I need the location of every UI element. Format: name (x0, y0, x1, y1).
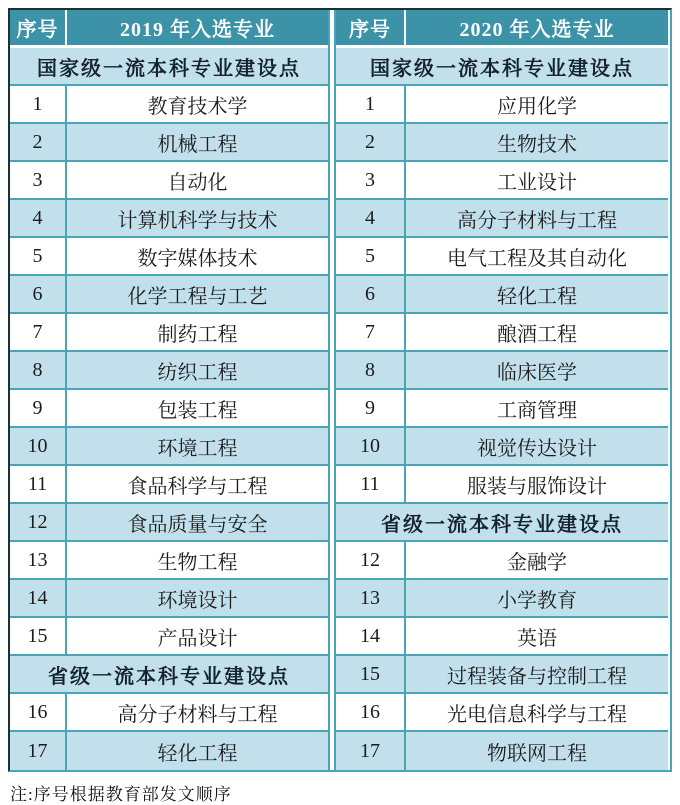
major-name: 电气工程及其自动化 (406, 238, 668, 276)
section-row (336, 504, 668, 542)
major-name: 生物技术 (406, 124, 668, 162)
table-row (10, 428, 328, 466)
row-number: 7 (336, 314, 406, 352)
header-row-2019 (10, 10, 328, 48)
table-row (336, 352, 668, 390)
major-name: 小学教育 (406, 580, 668, 618)
row-number: 4 (10, 200, 67, 238)
major-name: 食品科学与工程 (67, 466, 328, 504)
major-name: 物联网工程 (406, 732, 668, 770)
row-number: 6 (10, 276, 67, 314)
table-row (336, 162, 668, 200)
table-row (10, 162, 328, 200)
table-row (10, 86, 328, 124)
row-number: 16 (336, 694, 406, 732)
section-header: 省级一流本科专业建设点 (336, 504, 668, 542)
table-row (10, 314, 328, 352)
major-name: 生物工程 (67, 542, 328, 580)
column-header-number: 序号 (336, 10, 406, 48)
major-name: 工商管理 (406, 390, 668, 428)
table-row (10, 694, 328, 732)
table-row (336, 390, 668, 428)
table-row (10, 124, 328, 162)
row-number: 7 (10, 314, 67, 352)
table-row (336, 314, 668, 352)
row-number: 8 (336, 352, 406, 390)
row-number: 15 (336, 656, 406, 694)
table-row (336, 580, 668, 618)
row-number: 10 (336, 428, 406, 466)
row-number: 13 (336, 580, 406, 618)
row-number: 5 (336, 238, 406, 276)
major-name: 产品设计 (67, 618, 328, 656)
table-2019 (10, 10, 330, 770)
major-name: 高分子材料与工程 (67, 694, 328, 732)
table-row (336, 542, 668, 580)
major-name: 金融学 (406, 542, 668, 580)
row-number: 11 (336, 466, 406, 504)
row-number: 14 (10, 580, 67, 618)
major-name: 机械工程 (67, 124, 328, 162)
table-body-2020 (336, 48, 668, 770)
table-row (336, 428, 668, 466)
major-name: 化学工程与工艺 (67, 276, 328, 314)
major-name: 制药工程 (67, 314, 328, 352)
row-number: 4 (336, 200, 406, 238)
row-number: 10 (10, 428, 67, 466)
table-row (10, 732, 328, 770)
section-row (10, 48, 328, 86)
table-row (10, 276, 328, 314)
major-name: 轻化工程 (406, 276, 668, 314)
header-row-2020 (336, 10, 668, 48)
major-name: 临床医学 (406, 352, 668, 390)
section-header: 国家级一流本科专业建设点 (336, 48, 668, 86)
major-name: 教育技术学 (67, 86, 328, 124)
major-name: 工业设计 (406, 162, 668, 200)
table-row (336, 200, 668, 238)
row-number: 3 (336, 162, 406, 200)
table-body-2019 (10, 48, 328, 770)
table-row (336, 238, 668, 276)
major-name: 酿酒工程 (406, 314, 668, 352)
majors-table (8, 8, 672, 772)
major-name: 光电信息科学与工程 (406, 694, 668, 732)
column-header-year-2019: 2019 年入选专业 (67, 10, 328, 48)
row-number: 13 (10, 542, 67, 580)
column-header-year-2020: 2020 年入选专业 (406, 10, 668, 48)
section-header: 省级一流本科专业建设点 (10, 656, 328, 694)
major-name: 视觉传达设计 (406, 428, 668, 466)
major-name: 包装工程 (67, 390, 328, 428)
table-row (336, 86, 668, 124)
row-number: 17 (10, 732, 67, 770)
table-row (10, 504, 328, 542)
footnote: 注:序号根据教育部发文顺序 (10, 785, 232, 804)
table-row (10, 390, 328, 428)
major-name: 应用化学 (406, 86, 668, 124)
row-number: 9 (10, 390, 67, 428)
table-row (336, 466, 668, 504)
major-name: 计算机科学与技术 (67, 200, 328, 238)
table-row (10, 580, 328, 618)
major-name: 自动化 (67, 162, 328, 200)
major-name: 纺织工程 (67, 352, 328, 390)
row-number: 15 (10, 618, 67, 656)
table-row (10, 466, 328, 504)
section-row (336, 48, 668, 86)
table-row (336, 656, 668, 694)
table-row (336, 124, 668, 162)
row-number: 9 (336, 390, 406, 428)
row-number: 17 (336, 732, 406, 770)
section-header: 国家级一流本科专业建设点 (10, 48, 328, 86)
table-row (336, 694, 668, 732)
row-number: 8 (10, 352, 67, 390)
row-number: 5 (10, 238, 67, 276)
major-name: 过程装备与控制工程 (406, 656, 668, 694)
row-number: 1 (10, 86, 67, 124)
major-name: 环境工程 (67, 428, 328, 466)
major-name: 高分子材料与工程 (406, 200, 668, 238)
table-row (10, 542, 328, 580)
column-header-number: 序号 (10, 10, 67, 48)
major-name: 服装与服饰设计 (406, 466, 668, 504)
section-row (10, 656, 328, 694)
table-row (10, 618, 328, 656)
table-row (10, 352, 328, 390)
row-number: 11 (10, 466, 67, 504)
row-number: 6 (336, 276, 406, 314)
table-row (10, 238, 328, 276)
table-2020 (334, 10, 668, 770)
row-number: 1 (336, 86, 406, 124)
major-name: 轻化工程 (67, 732, 328, 770)
row-number: 3 (10, 162, 67, 200)
table-row (336, 276, 668, 314)
row-number: 12 (336, 542, 406, 580)
row-number: 12 (10, 504, 67, 542)
major-name: 环境设计 (67, 580, 328, 618)
major-name: 数字媒体技术 (67, 238, 328, 276)
major-name: 食品质量与安全 (67, 504, 328, 542)
row-number: 16 (10, 694, 67, 732)
table-row (336, 732, 668, 770)
table-row (10, 200, 328, 238)
row-number: 2 (336, 124, 406, 162)
row-number: 2 (10, 124, 67, 162)
table-row (336, 618, 668, 656)
row-number: 14 (336, 618, 406, 656)
major-name: 英语 (406, 618, 668, 656)
